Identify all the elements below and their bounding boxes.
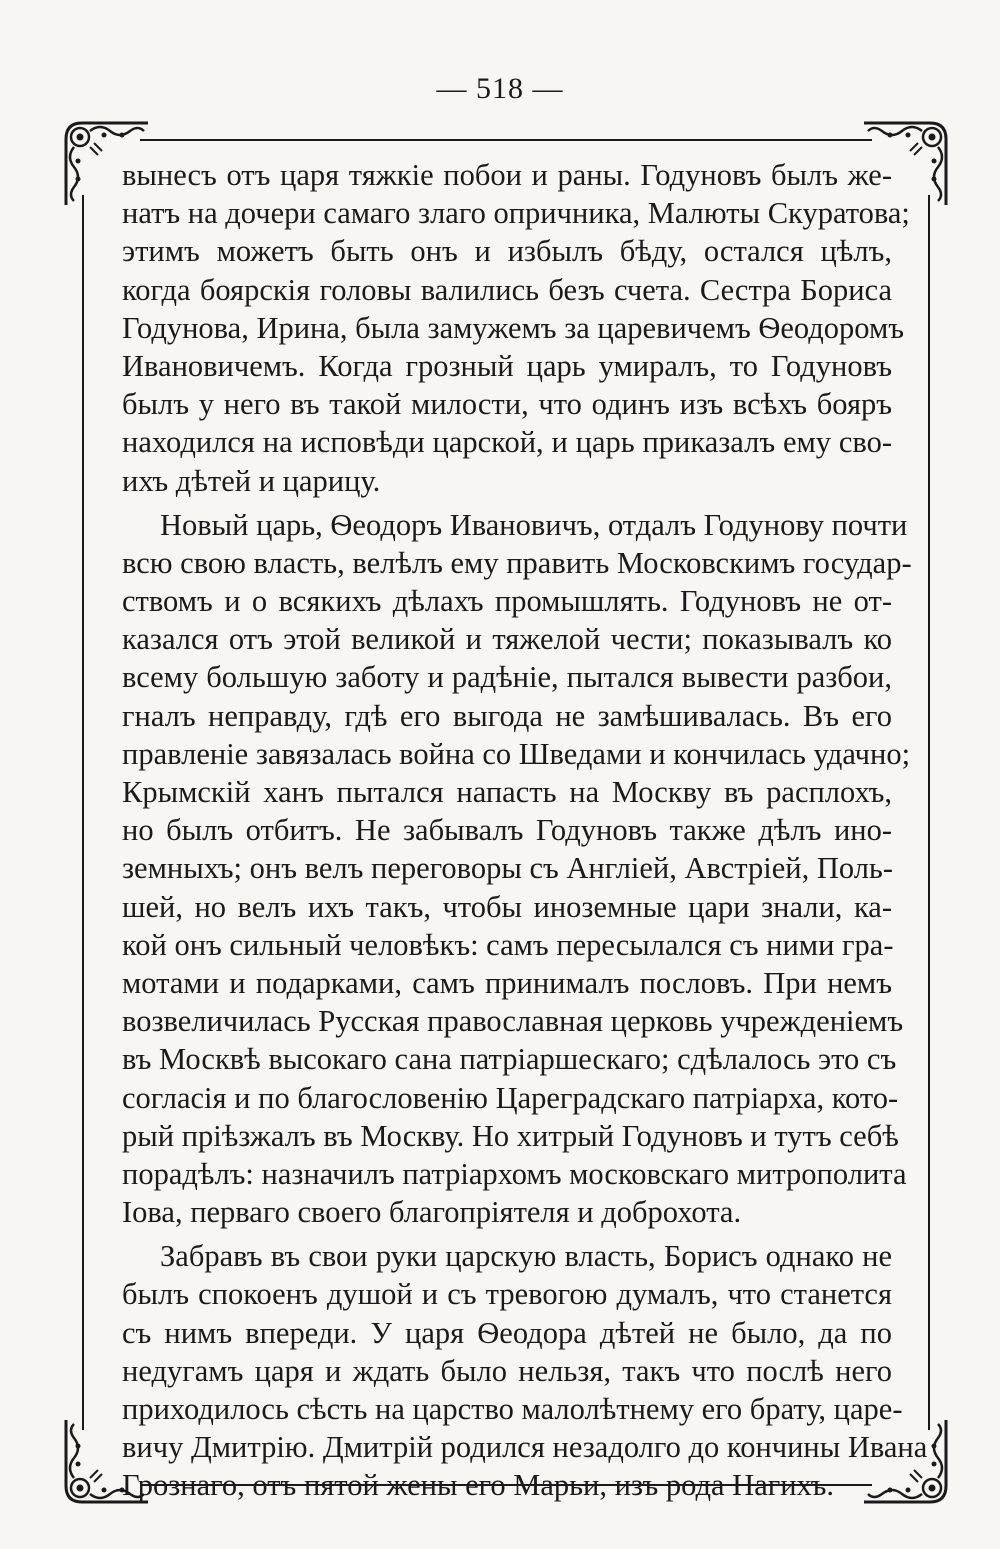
text-line: Новый царь, Ѳеодоръ Ивановичъ, отдалъ Годунову почти <box>160 507 908 542</box>
text-line: приходилось сѣсть на царство малолѣтнему его брату, царе- <box>122 1392 903 1426</box>
page-number: — 518 — <box>436 72 564 105</box>
text-line: согласія и по благословенію Цареградскаго патріарха, кото- <box>122 1080 899 1115</box>
text-line: мотами и подарками, самъ принималъ пословъ. При немъ <box>122 965 892 1000</box>
text-line: ствомъ и о всякихъ дѣлахъ промышлять. Годуновъ не от- <box>122 584 892 619</box>
text-line: когда боярскія головы валились безъ счета. Сестра Бориса <box>122 272 892 307</box>
text-line: былъ у него въ такой милости, что одинъ изъ всѣхъ бояръ <box>122 387 892 422</box>
text-line: казался отъ этой великой и тяжелой чести; показывалъ ко <box>122 622 892 657</box>
text-line: всю свою власть, велѣлъ ему править Московскимъ государ- <box>122 545 912 580</box>
text-line: кой онъ сильный человѣкъ: самъ пересылался съ ними гра- <box>122 927 894 962</box>
text-line: съ нимъ впереди. У царя Ѳеодора дѣтей не было, да по <box>122 1315 892 1350</box>
paragraph <box>122 156 910 500</box>
frame-left-rule <box>82 195 84 1430</box>
text-line: вынесъ отъ царя тяжкіе побои и раны. Годуновъ былъ же- <box>122 158 892 192</box>
body-text <box>122 156 928 1505</box>
text-line: находился на исповѣди царской, и царь приказалъ ему сво- <box>122 425 892 460</box>
text-line: натъ на дочери самаго злаго опричника, Малюты Скуратова; <box>122 196 910 231</box>
text-line: недугамъ царя и ждать было нельзя, такъ что послѣ него <box>122 1353 892 1388</box>
text-line: былъ спокоенъ душой и съ тревогою думалъ, что станется <box>122 1277 892 1312</box>
text-line: правленіе завязалась война со Шведами и кончилась удачно; <box>122 736 911 771</box>
text-line: ихъ дѣтей и царицу. <box>122 463 381 498</box>
text-line: шей, но велъ ихъ такъ, чтобы иноземные цари знали, ка- <box>122 889 892 924</box>
text-line: рый пріѣзжалъ въ Москву. Но хитрый Годуновъ и тутъ себѣ <box>122 1118 899 1153</box>
paragraph <box>122 506 912 1232</box>
text-line: Грознаго, отъ пятой жены его Марьи, изъ рода Нагихъ. <box>122 1468 835 1503</box>
frame-right-rule <box>928 195 930 1430</box>
text-line: всему большую заботу и радѣніе, пытался вывести разбои, <box>122 660 892 695</box>
paragraph <box>122 1237 928 1504</box>
text-line: Забравъ въ свои руки царскую власть, Борисъ однако не <box>160 1239 892 1274</box>
text-line: Крымскій ханъ пытался напасть на Москву въ расплохъ, <box>122 775 892 809</box>
text-line: земныхъ; онъ велъ переговоры съ Англіей, Австріей, Поль- <box>122 851 893 886</box>
text-line: Іова, перваго своего благопріятеля и доброхота. <box>122 1195 742 1230</box>
text-line: Годунова, Ирина, была замужемъ за царевичемъ Ѳеодоромъ <box>122 310 905 345</box>
text-line: возвеличилась Русская православная церковь учрежденіемъ <box>122 1004 904 1039</box>
text-line: но былъ отбитъ. Не забывалъ Годуновъ также дѣлъ ино- <box>122 813 892 848</box>
frame-top-rule <box>140 139 872 141</box>
text-line: гналъ неправду, гдѣ его выгода не замѣшивалась. Въ его <box>122 698 892 733</box>
text-line: вичу Дмитрію. Дмитрій родился незадолго до кончины Ивана <box>122 1430 928 1465</box>
text-line: въ Москвѣ высокаго сана патріаршескаго; сдѣлалось это съ <box>122 1042 897 1077</box>
text-line: этимъ можетъ быть онъ и избылъ бѣду, остался цѣлъ, <box>122 234 892 269</box>
text-line: порадѣлъ: назначилъ патріархомъ московскаго митрополита <box>122 1156 907 1191</box>
text-line: Ивановичемъ. Когда грозный царь умиралъ, то Годуновъ <box>122 348 892 383</box>
